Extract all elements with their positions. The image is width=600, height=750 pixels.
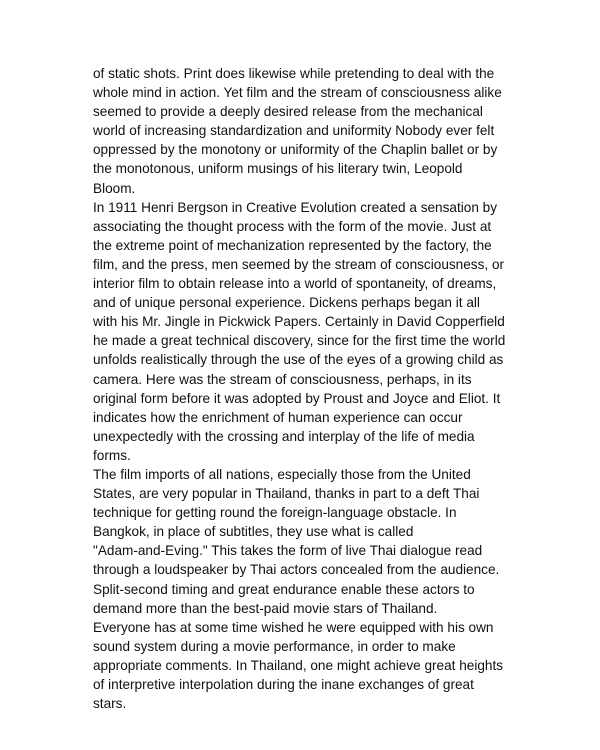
paragraph-4	[93, 618, 533, 713]
text-line: stars.	[93, 696, 127, 712]
paragraph-2	[93, 198, 533, 465]
text-line: The film imports of all nations, especially those from the United	[93, 466, 471, 482]
text-line: interior film to obtain release into a world of spontaneity, of dreams,	[93, 276, 497, 292]
text-line: Split-second timing and great endurance enable these actors to	[93, 581, 475, 597]
text-line: he made a great technical discovery, since for the first time the world	[93, 333, 506, 349]
paragraph-3	[93, 465, 533, 618]
text-line: sound system during a movie performance, in order to make	[93, 638, 456, 654]
text-line: film, and the press, men seemed by the stream of consciousness, or	[93, 256, 505, 272]
text-line: States, are very popular in Thailand, thanks in part to a deft Thai	[93, 486, 480, 502]
document-page	[93, 64, 533, 713]
text-line: the extreme point of mechanization represented by the factory, the	[93, 237, 492, 253]
text-line: In 1911 Henri Bergson in Creative Evolution created a sensation by	[93, 199, 498, 215]
text-line: "Adam-and-Eving." This takes the form of live Thai dialogue read	[93, 543, 483, 559]
text-line: unfolds realistically through the use of the eyes of a growing child as	[93, 352, 504, 368]
text-line: of interpretive interpolation during the inane exchanges of great	[93, 677, 474, 692]
text-line: world of increasing standardization and uniformity Nobody ever felt	[93, 123, 495, 139]
text-line: associating the thought process with the form of the movie. Just at	[93, 218, 492, 234]
text-line: appropriate comments. In Thailand, one might achieve great heights	[93, 657, 504, 673]
text-line: the monotonous, uniform musings of his literary twin, Leopold	[93, 161, 463, 177]
text-line: camera. Here was the stream of consciousness, perhaps, in its	[93, 371, 472, 387]
text-line: Everyone has at some time wished he were equipped with his own	[93, 619, 494, 635]
text-line: original form before it was adopted by Proust and Joyce and Eliot. It	[93, 390, 501, 406]
text-line: indicates how the enrichment of human experience can occur	[93, 409, 463, 425]
text-line: demand more than the best-paid movie stars of Thailand.	[93, 600, 438, 616]
text-line: unexpectedly with the crossing and interplay of the life of media	[93, 428, 475, 444]
text-line: of static shots. Print does likewise while pretending to deal with the	[93, 66, 495, 81]
text-line: and of unique personal experience. Dickens perhaps began it all	[93, 295, 480, 311]
text-line: Bloom.	[93, 180, 136, 196]
text-line: whole mind in action. Yet film and the stream of consciousness alike	[93, 85, 502, 101]
text-line: seemed to provide a deeply desired release from the mechanical	[93, 104, 483, 120]
text-line: forms.	[93, 447, 131, 463]
text-line: with his Mr. Jingle in Pickwick Papers. Certainly in David Copperfield	[93, 314, 505, 330]
text-line: technique for getting round the foreign-language obstacle. In	[93, 505, 457, 521]
text-line: oppressed by the monotony or uniformity of the Chaplin ballet or by	[93, 142, 498, 158]
paragraph-1	[93, 64, 533, 198]
text-line: through a loudspeaker by Thai actors concealed from the audience.	[93, 562, 500, 578]
text-line: Bangkok, in place of subtitles, they use what is called	[93, 524, 414, 540]
